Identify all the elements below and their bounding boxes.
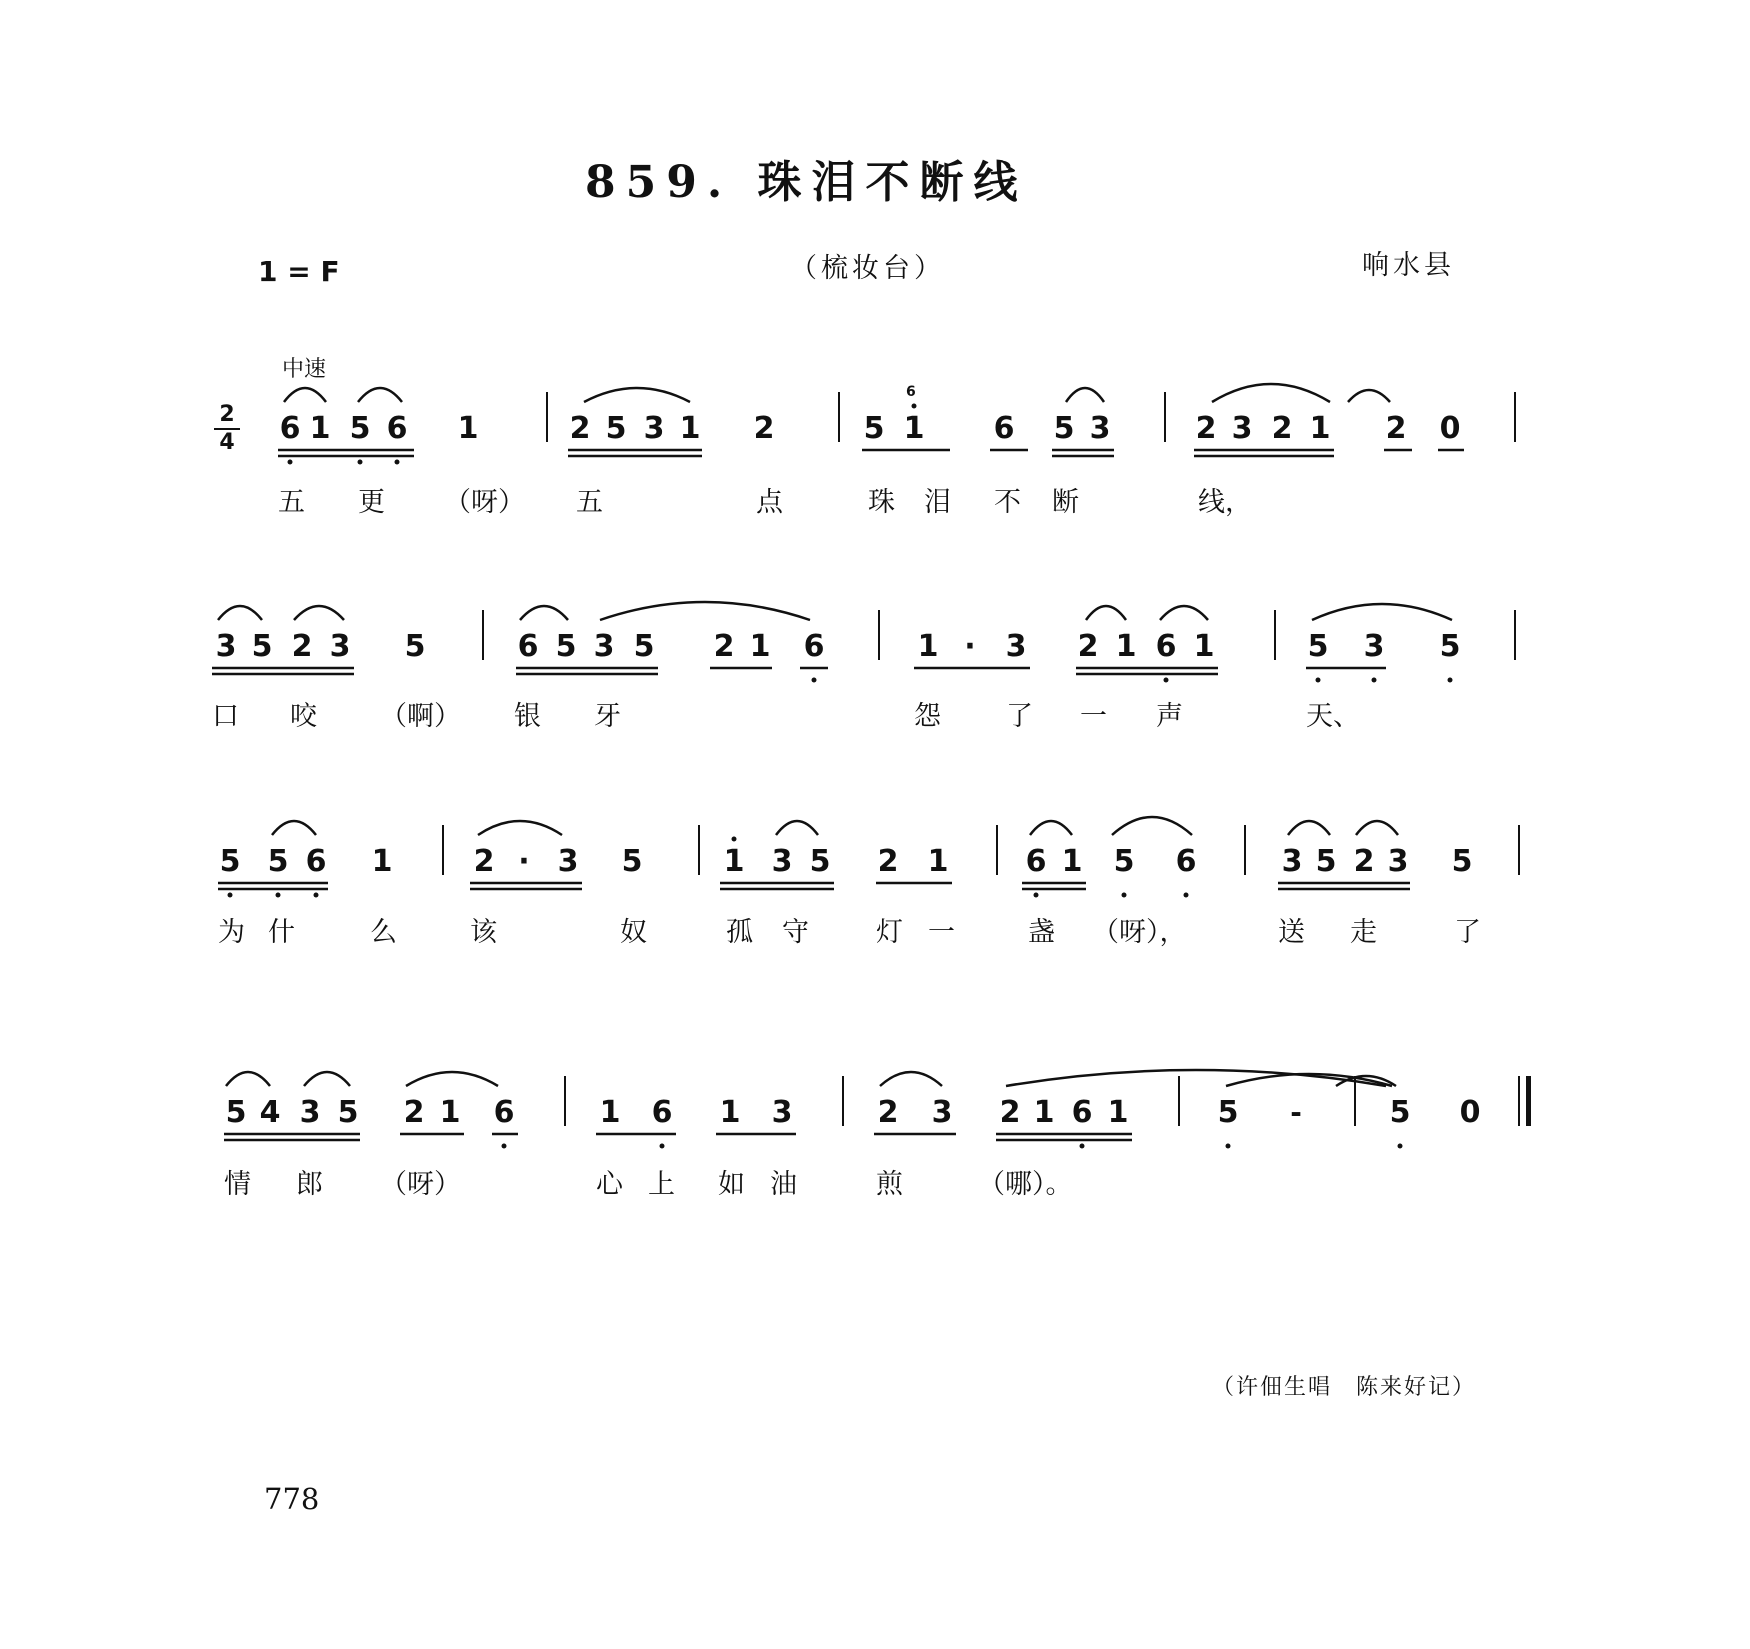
tempo-marking: 中速 [282, 357, 327, 382]
grace-note: 6 [906, 384, 916, 400]
lyric-row3: 为 [218, 917, 245, 948]
slur [520, 606, 568, 620]
slur [600, 602, 810, 620]
slur [1212, 384, 1330, 402]
bar-line [442, 825, 444, 875]
note-row1: 6 [993, 411, 1015, 446]
lower-octave-dot [1122, 893, 1127, 898]
slur [284, 388, 326, 402]
note-row4: 2 [403, 1095, 425, 1130]
lyric-row3: （呀）， [1092, 917, 1187, 948]
page-number: 778 [264, 1482, 320, 1516]
song-title: 859. 珠泪不断线 [585, 157, 1028, 208]
lower-octave-dot [1316, 678, 1321, 683]
lyric-row2: 声 [1156, 701, 1183, 732]
lyric-row4: 如 [718, 1169, 745, 1200]
lower-octave-dot [502, 1144, 507, 1149]
note-row1: 5 [863, 411, 885, 446]
slur [1160, 606, 1208, 620]
note-row2: 2 [291, 629, 313, 664]
lyric-row4: 上 [648, 1169, 675, 1200]
lyric-row4: （呀） [380, 1169, 461, 1200]
note-row2: 5 [633, 629, 655, 664]
note-row2: 3 [215, 629, 237, 664]
lyric-row3: 奴 [620, 917, 647, 948]
lower-octave-dot [1184, 893, 1189, 898]
lyric-row2: 天、 [1306, 701, 1360, 732]
note-row1: 0 [1439, 411, 1461, 446]
lyric-row3: 该 [470, 917, 497, 948]
note-row2: 5 [1439, 629, 1461, 664]
note-row1: 5 [605, 411, 627, 446]
lyric-row4: 煎 [876, 1169, 903, 1200]
lyric-row2: 咬 [290, 701, 317, 732]
note-row4: - [1290, 1096, 1302, 1129]
note-row4: 4 [259, 1095, 281, 1130]
note-row4: 6 [651, 1095, 673, 1130]
note-row4: 6 [493, 1095, 515, 1130]
note-row3: 5 [1451, 844, 1473, 879]
note-row4: 5 [337, 1095, 359, 1130]
note-row4: 1 [719, 1095, 741, 1130]
note-row2: 6 [803, 629, 825, 664]
bar-line [482, 610, 484, 660]
lower-octave-dot [276, 893, 281, 898]
note-row1: 1 [679, 411, 701, 446]
slur [1356, 821, 1398, 835]
lyric-row2: 牙 [594, 701, 621, 732]
note-row1: 6 [386, 411, 408, 446]
lyric-row3: 了 [1454, 917, 1481, 948]
slur [294, 606, 344, 620]
key-signature: 1 = F [258, 255, 340, 288]
note-row1: 2 [753, 411, 775, 446]
note-row3: 1 [1061, 844, 1083, 879]
note-row2: 1 [1193, 629, 1215, 664]
lyric-row2: 一 [1080, 701, 1107, 732]
note-row2: 3 [1363, 629, 1385, 664]
note-row3: 1 [371, 844, 393, 879]
slur [1030, 821, 1072, 835]
time-signature-lower: 4 [219, 430, 235, 455]
note-row1: 5 [349, 411, 371, 446]
bar-line [1354, 1076, 1356, 1126]
lyric-row1: 珠 [868, 487, 895, 518]
lyric-row3: 守 [782, 917, 809, 948]
final-bar-thin-line [1518, 1076, 1520, 1126]
note-row1: 1 [1309, 411, 1331, 446]
bar-line [1164, 392, 1166, 442]
note-row4: 5 [1217, 1095, 1239, 1130]
lower-octave-dot [358, 460, 363, 465]
note-row4: 3 [931, 1095, 953, 1130]
note-row2: 3 [1005, 629, 1027, 664]
note-row4: 1 [1033, 1095, 1055, 1130]
note-row4: 3 [299, 1095, 321, 1130]
lyric-row3: 灯 [876, 917, 903, 948]
note-row4: 1 [599, 1095, 621, 1130]
lyric-row3: 走 [1350, 917, 1377, 948]
region-label: 响水县 [1362, 250, 1455, 281]
lyric-row3: 什 [268, 917, 295, 948]
note-row1: 6 [279, 411, 301, 446]
lower-octave-dot [660, 1144, 665, 1149]
bar-line [1274, 610, 1276, 660]
note-row2: 2 [1077, 629, 1099, 664]
upper-octave-dot [912, 404, 917, 409]
bar-line [842, 1076, 844, 1126]
tune-name: （梳妆台） [790, 253, 945, 284]
lyric-row1: 更 [358, 487, 385, 518]
final-bar-line [1526, 1076, 1531, 1126]
note-row4: 0 [1459, 1095, 1481, 1130]
lyric-row4: 郎 [296, 1169, 323, 1200]
slur [880, 1072, 942, 1086]
note-row3: · [518, 844, 530, 879]
note-row2: 1 [749, 629, 771, 664]
slur [1112, 817, 1192, 835]
slur [1006, 1070, 1386, 1086]
slur [218, 606, 262, 620]
note-row4: 5 [1389, 1095, 1411, 1130]
note-row1: 2 [1195, 411, 1217, 446]
lower-octave-dot [1448, 678, 1453, 683]
bar-line [1514, 392, 1516, 442]
bar-line [698, 825, 700, 875]
bar-line [1244, 825, 1246, 875]
slur [358, 388, 402, 402]
lower-octave-dot [812, 678, 817, 683]
lower-octave-dot [1398, 1144, 1403, 1149]
note-row3: 6 [1175, 844, 1197, 879]
lower-octave-dot [1164, 678, 1169, 683]
bar-line [838, 392, 840, 442]
note-row1: 1 [457, 411, 479, 446]
note-row3: 3 [557, 844, 579, 879]
note-row4: 2 [877, 1095, 899, 1130]
lyric-row1: 线， [1198, 487, 1252, 518]
lyric-row3: 一 [928, 917, 955, 948]
lower-octave-dot [395, 460, 400, 465]
note-row2: 3 [593, 629, 615, 664]
lyric-row1: 五 [576, 487, 603, 518]
slur [1312, 604, 1452, 620]
note-row2: 2 [713, 629, 735, 664]
note-row2: 5 [404, 629, 426, 664]
bar-line [564, 1076, 566, 1126]
note-row2: 6 [517, 629, 539, 664]
note-row4: 2 [999, 1095, 1021, 1130]
lyric-row1: 断 [1052, 487, 1079, 518]
note-row1: 2 [1385, 411, 1407, 446]
slur [1066, 388, 1104, 402]
bar-line [1514, 610, 1516, 660]
slur [1086, 606, 1126, 620]
note-row3: 3 [1387, 844, 1409, 879]
lyric-row3: 么 [370, 917, 397, 948]
lower-octave-dot [1080, 1144, 1085, 1149]
slur [272, 821, 316, 835]
slur [226, 1072, 270, 1086]
lyric-row1: 五 [278, 487, 305, 518]
slur [1348, 390, 1390, 402]
note-row3: 3 [771, 844, 793, 879]
lyric-row1: （呀） [444, 487, 525, 518]
bar-line [1178, 1076, 1180, 1126]
lower-octave-dot [1372, 678, 1377, 683]
slur [1288, 821, 1330, 835]
note-row4: 3 [771, 1095, 793, 1130]
lyric-row2: 银 [514, 701, 541, 732]
note-row2: 5 [251, 629, 273, 664]
note-row2: 3 [329, 629, 351, 664]
note-row3: 3 [1281, 844, 1303, 879]
note-row3: 5 [1315, 844, 1337, 879]
note-row3: 1 [723, 844, 745, 879]
note-row3: 5 [621, 844, 643, 879]
performer-credit: （许佃生唱 陈来好记） [1212, 1375, 1477, 1400]
note-row4: 1 [439, 1095, 461, 1130]
slur [478, 821, 562, 835]
note-row3: 5 [267, 844, 289, 879]
lyric-row4: 情 [224, 1169, 251, 1200]
bar-line [1518, 825, 1520, 875]
lyric-row3: 送 [1278, 917, 1305, 948]
lower-octave-dot [288, 460, 293, 465]
lower-octave-dot [314, 893, 319, 898]
note-row4: 5 [225, 1095, 247, 1130]
note-row3: 5 [1113, 844, 1135, 879]
note-row1: 3 [1231, 411, 1253, 446]
upper-octave-dot [732, 837, 737, 842]
note-row4: 6 [1071, 1095, 1093, 1130]
note-row1: 3 [1089, 411, 1111, 446]
note-row3: 1 [927, 844, 949, 879]
note-row3: 5 [809, 844, 831, 879]
lower-octave-dot [228, 893, 233, 898]
slur [584, 388, 690, 402]
lyric-row1: 点 [756, 487, 783, 518]
slur [406, 1072, 498, 1086]
lyric-row2: 了 [1006, 701, 1033, 732]
note-row1: 2 [569, 411, 591, 446]
lower-octave-dot [1034, 893, 1039, 898]
note-row1: 1 [903, 411, 925, 446]
lyric-row2: 口 [212, 701, 239, 732]
lyric-row1: 泪 [924, 487, 951, 518]
lyric-row3: 盏 [1028, 917, 1055, 948]
note-row3: 2 [877, 844, 899, 879]
note-row3: 5 [219, 844, 241, 879]
note-row1: 2 [1271, 411, 1293, 446]
note-row2: 1 [1115, 629, 1137, 664]
lyric-row3: 孤 [726, 917, 753, 948]
lyric-row4: 油 [770, 1169, 797, 1200]
bar-line [546, 392, 548, 442]
note-row2: 5 [1307, 629, 1329, 664]
bar-line [878, 610, 880, 660]
note-row2: 6 [1155, 629, 1177, 664]
lyric-row2: （啊） [380, 701, 461, 732]
note-row1: 1 [309, 411, 331, 446]
note-row4: 1 [1107, 1095, 1129, 1130]
note-row2: 5 [555, 629, 577, 664]
lyric-row4: 心 [596, 1169, 623, 1200]
note-row3: 2 [473, 844, 495, 879]
note-row2: · [964, 629, 976, 664]
time-signature-upper: 2 [219, 402, 235, 427]
lyric-row2: 怨 [914, 701, 941, 732]
note-row3: 2 [1353, 844, 1375, 879]
slur [776, 821, 818, 835]
note-row3: 6 [1025, 844, 1047, 879]
note-row1: 3 [643, 411, 665, 446]
lyric-row4: （哪）。 [978, 1169, 1073, 1200]
bar-line [996, 825, 998, 875]
note-row1: 5 [1053, 411, 1075, 446]
note-row3: 6 [305, 844, 327, 879]
lyric-row1: 不 [994, 487, 1021, 518]
slur [304, 1072, 350, 1086]
lower-octave-dot [1226, 1144, 1231, 1149]
note-row2: 1 [917, 629, 939, 664]
